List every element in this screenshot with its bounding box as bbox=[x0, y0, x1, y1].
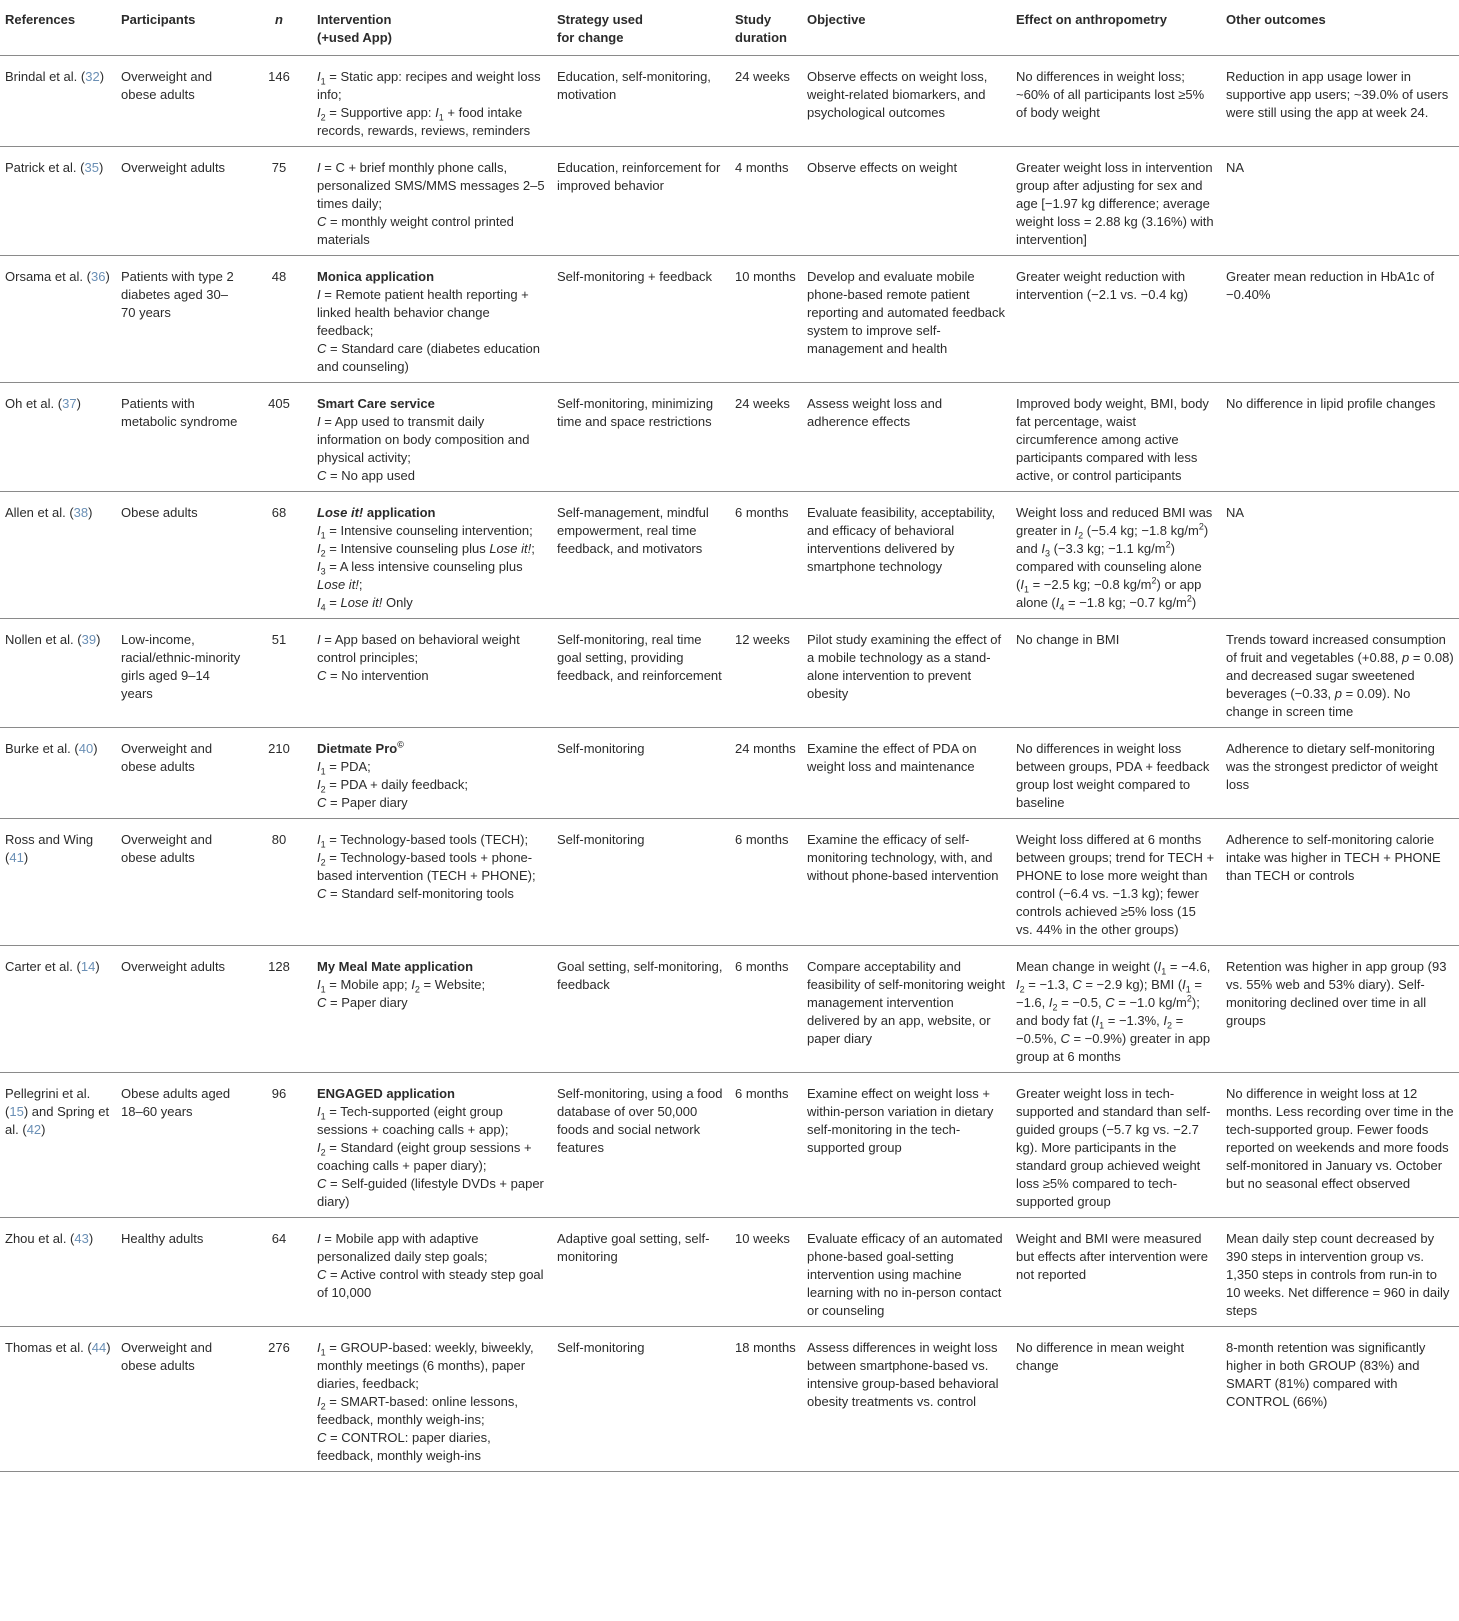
header-intervention: Intervention (+used App) bbox=[312, 0, 552, 56]
cell-reference: Zhou et al. (43) bbox=[0, 1218, 116, 1327]
cell-other-outcomes: Mean daily step count decreased by 390 steps in intervention group vs. 1,350 steps in controls from run-in to 10 weeks. Net difference = 960 in daily steps bbox=[1221, 1218, 1459, 1327]
cell-intervention bbox=[312, 147, 552, 256]
cell-reference: Burke et al. (40) bbox=[0, 728, 116, 819]
cell-participants: Patients with metabolic syndrome bbox=[116, 383, 246, 492]
table-row bbox=[0, 1073, 1459, 1218]
cell-n: 210 bbox=[246, 728, 312, 819]
intervention-arm: $I_2$ = Technology-based tools + phone-based intervention (TECH + PHONE); bbox=[317, 850, 536, 883]
app-name: Monica application bbox=[317, 269, 435, 284]
intervention-arm: C = Active control with steady step goal of 10,000 bbox=[317, 1267, 544, 1300]
cell-intervention bbox=[312, 819, 552, 946]
cell-participants: Low-income, racial/ethnic-minority girls aged 9–14 years bbox=[116, 619, 246, 728]
reference-author: Zhou et al. bbox=[5, 1231, 67, 1246]
intervention-arm: C = Paper diary bbox=[317, 795, 408, 810]
cell-reference: Thomas et al. (44) bbox=[0, 1327, 116, 1472]
cell-intervention bbox=[312, 1327, 552, 1472]
cell-participants: Patients with type 2 diabetes aged 30–70 years bbox=[116, 256, 246, 383]
reference-number: 43 bbox=[74, 1231, 89, 1246]
cell-strategy: Self-monitoring bbox=[552, 1327, 730, 1472]
cell-anthropometry: No differences in weight loss; ~60% of all participants lost ≥5% of body weight bbox=[1011, 56, 1221, 147]
header-participants: Participants bbox=[116, 0, 246, 56]
cell-n: 96 bbox=[246, 1073, 312, 1218]
intervention-arm: $I_2$ = PDA + daily feedback; bbox=[317, 777, 469, 795]
cell-intervention bbox=[312, 256, 552, 383]
cell-participants: Overweight and obese adults bbox=[116, 1327, 246, 1472]
cell-other-outcomes: NA bbox=[1221, 147, 1459, 256]
cell-participants: Overweight adults bbox=[116, 147, 246, 256]
cell-other-outcomes: Trends toward increased consumption of fruit and vegetables (+0.88, p = 0.08) and decreased sugar sweetened beverages (−0.33, p = 0.09). No change in screen time bbox=[1221, 619, 1459, 728]
app-name: Lose it! application bbox=[317, 505, 436, 520]
header-row bbox=[0, 0, 1459, 56]
cell-duration: 10 weeks bbox=[730, 1218, 802, 1327]
cell-n: 64 bbox=[246, 1218, 312, 1327]
intervention-arm: $I_2$ = SMART-based: online lessons, feedback, monthly weigh-ins; bbox=[317, 1394, 518, 1427]
reference-number: 44 bbox=[91, 1340, 107, 1355]
cell-n: 80 bbox=[246, 819, 312, 946]
cell-anthropometry: Greater weight loss in intervention group after adjusting for sex and age [−1.97 kg difference; average weight loss = 2.88 kg (3.16%) with intervention] bbox=[1011, 147, 1221, 256]
cell-intervention bbox=[312, 728, 552, 819]
cell-participants: Overweight and obese adults bbox=[116, 56, 246, 147]
cell-other-outcomes: NA bbox=[1221, 492, 1459, 619]
cell-n: 276 bbox=[246, 1327, 312, 1472]
intervention-arm: $I_2$ = Standard (eight group sessions + coaching calls + paper diary); bbox=[317, 1140, 532, 1173]
cell-n: 75 bbox=[246, 147, 312, 256]
intervention-arm: $I_1$ = Static app: recipes and weight loss info; bbox=[317, 69, 541, 102]
cell-other-outcomes: Greater mean reduction in HbA1c of −0.40% bbox=[1221, 256, 1459, 383]
cell-strategy: Adaptive goal setting, self-monitoring bbox=[552, 1218, 730, 1327]
cell-objective: Observe effects on weight bbox=[802, 147, 1011, 256]
cell-duration: 12 weeks bbox=[730, 619, 802, 728]
cell-duration: 24 weeks bbox=[730, 383, 802, 492]
intervention-arm: I = C + brief monthly phone calls, personalized SMS/MMS messages 2–5 times daily; bbox=[317, 160, 545, 211]
reference-author: Brindal et al. bbox=[5, 69, 78, 84]
reference-number: 41 bbox=[9, 850, 24, 865]
intervention-arm: C = No intervention bbox=[317, 668, 429, 683]
cell-intervention bbox=[312, 492, 552, 619]
cell-reference: Allen et al. (38) bbox=[0, 492, 116, 619]
cell-objective: Compare acceptability and feasibility of self-monitoring weight management intervention delivered by an app, website, or paper diary bbox=[802, 946, 1011, 1073]
cell-duration: 6 months bbox=[730, 492, 802, 619]
cell-n: 68 bbox=[246, 492, 312, 619]
intervention-arm: C = Standard care (diabetes education and counseling) bbox=[317, 341, 540, 374]
cell-objective: Assess differences in weight loss between smartphone-based vs. intensive group-based behavioral obesity treatments vs. control bbox=[802, 1327, 1011, 1472]
intervention-arm: $I_4$ = Lose it! Only bbox=[317, 595, 413, 613]
intervention-arm: $I_3 = A$ less intensive counseling plus Lose it!; bbox=[317, 559, 523, 592]
intervention-arm: I = App based on behavioral weight control principles; bbox=[317, 632, 520, 665]
table-row bbox=[0, 1327, 1459, 1472]
reference-author: Carter et al. bbox=[5, 959, 73, 974]
cell-strategy: Self-monitoring bbox=[552, 819, 730, 946]
cell-strategy: Self-monitoring + feedback bbox=[552, 256, 730, 383]
reference-author: Ross and Wing bbox=[5, 832, 94, 847]
cell-n: 405 bbox=[246, 383, 312, 492]
reference-number: 35 bbox=[84, 160, 99, 175]
reference-author: Nollen et al. bbox=[5, 632, 74, 647]
cell-reference: Carter et al. (14) bbox=[0, 946, 116, 1073]
table-row bbox=[0, 946, 1459, 1073]
cell-reference: Pellegrini et al. (15) and Spring et al. (42) bbox=[0, 1073, 116, 1218]
cell-reference: Patrick et al. (35) bbox=[0, 147, 116, 256]
reference-author: Allen et al. bbox=[5, 505, 66, 520]
intervention-arm: $I_1$ = GROUP-based: weekly, biweekly, monthly meetings (6 months), paper diaries, feedback; bbox=[317, 1340, 534, 1391]
cell-duration: 6 months bbox=[730, 819, 802, 946]
intervention-arm: $I_2$ = Intensive counseling plus Lose it!; bbox=[317, 541, 535, 559]
intervention-arm: C = Self-guided (lifestyle DVDs + paper diary) bbox=[317, 1176, 544, 1209]
cell-intervention bbox=[312, 383, 552, 492]
intervention-arm: C = No app used bbox=[317, 468, 415, 483]
cell-duration: 18 months bbox=[730, 1327, 802, 1472]
cell-reference: Brindal et al. (32) bbox=[0, 56, 116, 147]
cell-reference: Oh et al. (37) bbox=[0, 383, 116, 492]
cell-anthropometry: Improved body weight, BMI, body fat percentage, waist circumference among active participants compared with less active, or control participants bbox=[1011, 383, 1221, 492]
intervention-arm: C = Paper diary bbox=[317, 995, 408, 1010]
table-row bbox=[0, 492, 1459, 619]
table-body bbox=[0, 56, 1459, 1472]
app-name: My Meal Mate application bbox=[317, 959, 474, 974]
cell-objective: Pilot study examining the effect of a mobile technology as a stand-alone intervention to prevent obesity bbox=[802, 619, 1011, 728]
cell-participants: Overweight adults bbox=[116, 946, 246, 1073]
cell-other-outcomes: Adherence to self-monitoring calorie intake was higher in TECH + PHONE than TECH or controls bbox=[1221, 819, 1459, 946]
cell-participants: Obese adults aged 18–60 years bbox=[116, 1073, 246, 1218]
cell-objective: Evaluate efficacy of an automated phone-based goal-setting intervention using machine learning with no in-person contact or counseling bbox=[802, 1218, 1011, 1327]
intervention-arm: I = App used to transmit daily information on body composition and physical activity; bbox=[317, 414, 530, 465]
intervention-arm: C = monthly weight control printed materials bbox=[317, 214, 514, 247]
cell-intervention bbox=[312, 1073, 552, 1218]
reference-number: 38 bbox=[73, 505, 89, 520]
intervention-arm: C = Standard self-monitoring tools bbox=[317, 886, 514, 901]
header-objective: Objective bbox=[802, 0, 1011, 56]
reference-author: and Spring et al. bbox=[5, 1104, 110, 1137]
intervention-arm: $I_2$ = Supportive app: $I_1$ + food intake records, rewards, reviews, reminders bbox=[317, 105, 531, 138]
intervention-arm: $I_1$ = Technology-based tools (TECH); bbox=[317, 832, 529, 850]
header-anthropometry: Effect on anthropometry bbox=[1011, 0, 1221, 56]
intervention-arm: $I_1$ = Tech-supported (eight group sessions + coaching calls + app); bbox=[317, 1104, 509, 1137]
cell-reference: Ross and Wing (41) bbox=[0, 819, 116, 946]
app-name: Smart Care service bbox=[317, 396, 435, 411]
intervention-arm: $I_1$ = PDA; bbox=[317, 759, 371, 777]
cell-duration: 6 months bbox=[730, 1073, 802, 1218]
cell-strategy: Self-monitoring, using a food database of over 50,000 foods and social network features bbox=[552, 1073, 730, 1218]
cell-objective: Observe effects on weight loss, weight-related biomarkers, and psychological outcomes bbox=[802, 56, 1011, 147]
header-n: n bbox=[246, 0, 312, 56]
table-row bbox=[0, 819, 1459, 946]
intervention-arm: I = Remote patient health reporting + linked health behavior change feedback; bbox=[317, 287, 529, 338]
cell-other-outcomes: Retention was higher in app group (93 vs. 55% web and 53% diary). Self-monitoring declined over time in all groups bbox=[1221, 946, 1459, 1073]
table-row bbox=[0, 383, 1459, 492]
reference-number: 15 bbox=[9, 1104, 24, 1119]
cell-anthropometry: Greater weight reduction with intervention (−2.1 vs. −0.4 kg) bbox=[1011, 256, 1221, 383]
cell-objective: Examine the effect of PDA on weight loss and maintenance bbox=[802, 728, 1011, 819]
cell-strategy: Education, self-monitoring, motivation bbox=[552, 56, 730, 147]
app-name: ENGAGED application bbox=[317, 1086, 455, 1101]
table-row bbox=[0, 256, 1459, 383]
cell-other-outcomes: Reduction in app usage lower in supportive app users; ~39.0% of users were still using the app at week 24. bbox=[1221, 56, 1459, 147]
cell-participants: Overweight and obese adults bbox=[116, 819, 246, 946]
header-duration: Study duration bbox=[730, 0, 802, 56]
cell-intervention bbox=[312, 56, 552, 147]
intervention-arm: $I_1$ = Mobile app; $I_2$ = Website; bbox=[317, 977, 486, 995]
cell-duration: 6 months bbox=[730, 946, 802, 1073]
reference-number: 36 bbox=[90, 269, 106, 284]
cell-reference: Nollen et al. (39) bbox=[0, 619, 116, 728]
cell-objective: Assess weight loss and adherence effects bbox=[802, 383, 1011, 492]
cell-intervention bbox=[312, 1218, 552, 1327]
intervention-arm: C = CONTROL: paper diaries, feedback, monthly weigh-ins bbox=[317, 1430, 491, 1463]
cell-other-outcomes: Adherence to dietary self-monitoring was the strongest predictor of weight loss bbox=[1221, 728, 1459, 819]
cell-duration: 4 months bbox=[730, 147, 802, 256]
cell-participants: Healthy adults bbox=[116, 1218, 246, 1327]
cell-n: 128 bbox=[246, 946, 312, 1073]
cell-intervention bbox=[312, 619, 552, 728]
cell-n: 48 bbox=[246, 256, 312, 383]
cell-duration: 10 months bbox=[730, 256, 802, 383]
header-references: References bbox=[0, 0, 116, 56]
reference-number: 42 bbox=[26, 1122, 42, 1137]
reference-author: Oh et al. bbox=[5, 396, 55, 411]
cell-anthropometry: Mean change in weight ($I_1 = -4.6$, $I_2 = -1.3$, C = −2.9 kg); BMI ($I_1 = -1.6$, $I_2 = -0.5$, C = −1.0 $kg/m^2$); and body fat ($I_1 = -1.3\%$, $I_2 = -0.5\%$, C = −0.9%) greater in app group at 6 months bbox=[1011, 946, 1221, 1073]
cell-intervention bbox=[312, 946, 552, 1073]
cell-strategy: Goal setting, self-monitoring, feedback bbox=[552, 946, 730, 1073]
reference-author: Patrick et al. bbox=[5, 160, 77, 175]
cell-objective: Examine effect on weight loss + within-person variation in dietary self-monitoring in the tech-supported group bbox=[802, 1073, 1011, 1218]
table-row bbox=[0, 728, 1459, 819]
table-row bbox=[0, 56, 1459, 147]
cell-anthropometry: No differences in weight loss between groups, PDA + feedback group lost weight compared to baseline bbox=[1011, 728, 1221, 819]
table-row bbox=[0, 1218, 1459, 1327]
cell-other-outcomes: 8-month retention was significantly higher in both GROUP (83%) and SMART (81%) compared with CONTROL (66%) bbox=[1221, 1327, 1459, 1472]
cell-duration: 24 months bbox=[730, 728, 802, 819]
cell-strategy: Self-monitoring, minimizing time and space restrictions bbox=[552, 383, 730, 492]
reference-author: Thomas et al. bbox=[5, 1340, 84, 1355]
cell-n: 51 bbox=[246, 619, 312, 728]
cell-participants: Obese adults bbox=[116, 492, 246, 619]
cell-strategy: Education, reinforcement for improved behavior bbox=[552, 147, 730, 256]
cell-objective: Develop and evaluate mobile phone-based remote patient reporting and automated feedback system to improve self-management and health bbox=[802, 256, 1011, 383]
cell-anthropometry: No difference in mean weight change bbox=[1011, 1327, 1221, 1472]
cell-duration: 24 weeks bbox=[730, 56, 802, 147]
intervention-arm: I = Mobile app with adaptive personalized daily step goals; bbox=[317, 1231, 488, 1264]
cell-other-outcomes: No difference in weight loss at 12 months. Less recording over time in the tech-supported group. Fewer foods reported on weekends and more foods self-monitored in January vs. October but no seasonal effect observed bbox=[1221, 1073, 1459, 1218]
app-name: Dietmate Pro© bbox=[317, 739, 404, 756]
intervention-arm: $I_1$ = Intensive counseling intervention; bbox=[317, 523, 533, 541]
cell-anthropometry: Weight and BMI were measured but effects after intervention were not reported bbox=[1011, 1218, 1221, 1327]
reference-number: 32 bbox=[85, 69, 100, 84]
table-row bbox=[0, 147, 1459, 256]
cell-n: 146 bbox=[246, 56, 312, 147]
reference-author: Orsama et al. bbox=[5, 269, 84, 284]
reference-number: 14 bbox=[80, 959, 96, 974]
cell-objective: Examine the efficacy of self-monitoring technology, with, and without phone-based intervention bbox=[802, 819, 1011, 946]
cell-objective: Evaluate feasibility, acceptability, and efficacy of behavioral interventions delivered by smartphone technology bbox=[802, 492, 1011, 619]
cell-strategy: Self-monitoring bbox=[552, 728, 730, 819]
cell-anthropometry: Weight loss and reduced BMI was greater in $I_2$ (−5.4 kg; −1.8 $kg/m^2$) and $I_3$ (−3.3 kg; −1.1 $kg/m^2$) compared with counseling alone ($I_1 = -2.5$ kg; −0.8 $kg/m^2$) or app alone ($I_4 = -1.8$ kg; −0.7 $kg/m^2$) bbox=[1011, 492, 1221, 619]
reference-number: 37 bbox=[62, 396, 77, 411]
cell-reference: Orsama et al. (36) bbox=[0, 256, 116, 383]
cell-participants: Overweight and obese adults bbox=[116, 728, 246, 819]
reference-number: 40 bbox=[78, 741, 94, 756]
cell-anthropometry: Weight loss differed at 6 months between groups; trend for TECH + PHONE to lose more weight than control (−6.4 vs. −1.3 kg); fewer controls achieved ≥5% loss (15 vs. 44% in the other groups) bbox=[1011, 819, 1221, 946]
reference-number: 39 bbox=[81, 632, 97, 647]
reference-author: Pellegrini et al. bbox=[5, 1086, 91, 1101]
cell-other-outcomes: No difference in lipid profile changes bbox=[1221, 383, 1459, 492]
cell-strategy: Self-management, mindful empowerment, real time feedback, and motivators bbox=[552, 492, 730, 619]
header-other-outcomes: Other outcomes bbox=[1221, 0, 1459, 56]
table-row bbox=[0, 619, 1459, 728]
reference-author: Burke et al. bbox=[5, 741, 71, 756]
header-strategy: Strategy used for change bbox=[552, 0, 730, 56]
cell-anthropometry: No change in BMI bbox=[1011, 619, 1221, 728]
cell-strategy: Self-monitoring, real time goal setting, providing feedback, and reinforcement bbox=[552, 619, 730, 728]
cell-anthropometry: Greater weight loss in tech-supported and standard than self-guided groups (−5.7 kg vs. −2.7 kg). More participants in the standard group achieved weight loss ≥5% compared to tech-supported group bbox=[1011, 1073, 1221, 1218]
